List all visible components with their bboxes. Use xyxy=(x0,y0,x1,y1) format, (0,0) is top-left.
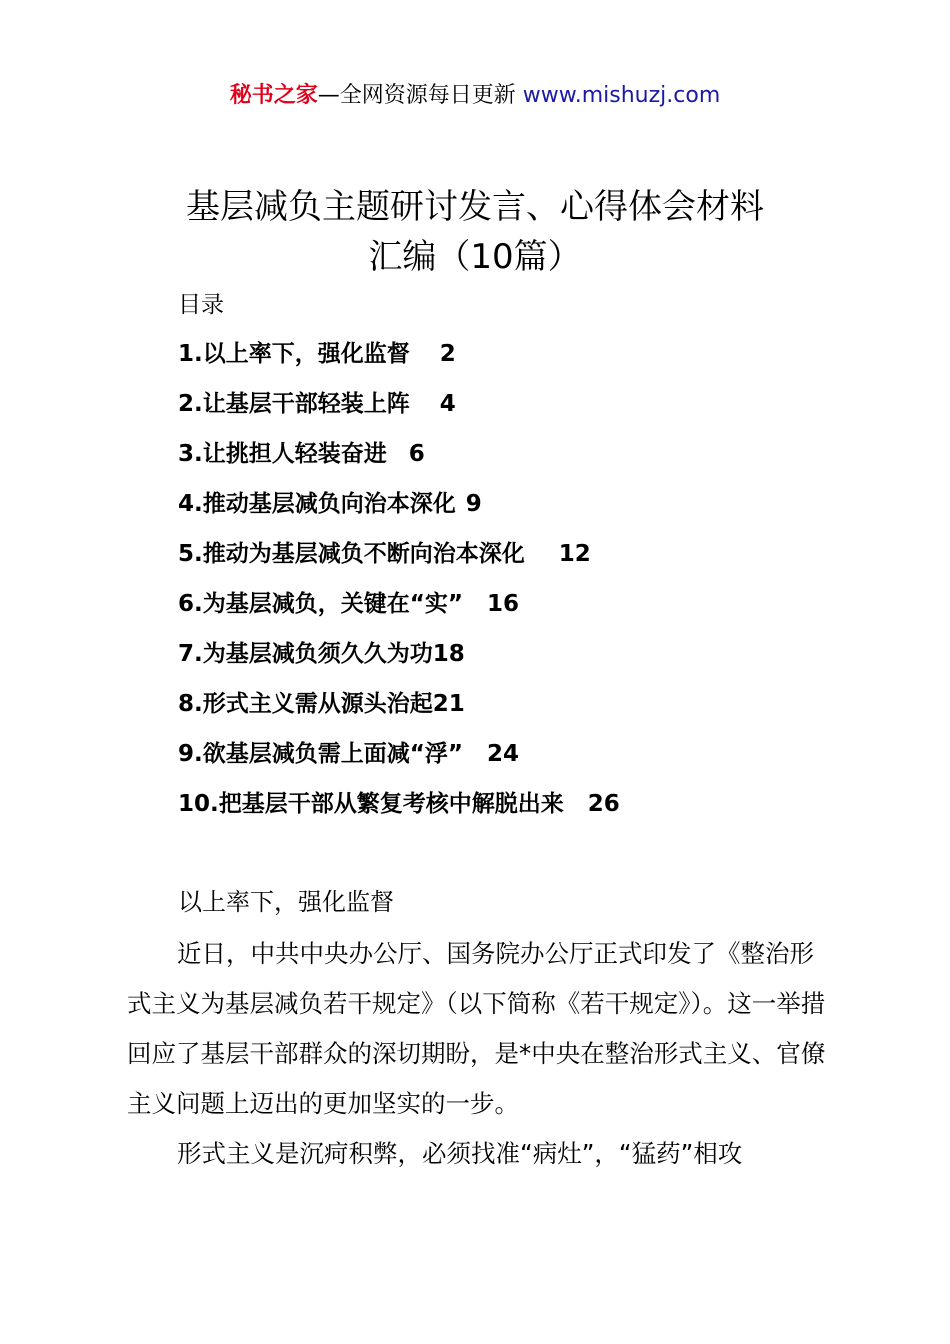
toc-item-page: 26 xyxy=(587,791,620,817)
site-url-link[interactable]: www.mishuzj.com xyxy=(522,83,721,108)
title-line-1: 基层减负主题研讨发言、心得体会材料 xyxy=(186,187,764,227)
toc-item-page: 21 xyxy=(432,691,465,717)
toc-item[interactable] xyxy=(178,387,620,437)
toc-item-page: 12 xyxy=(558,541,591,567)
toc-item[interactable] xyxy=(178,537,620,587)
toc-item-page: 6 xyxy=(408,441,425,467)
toc-item-label: 4.推动基层减负向治本深化 xyxy=(178,491,456,517)
title-line-2: 汇编（10篇） xyxy=(368,237,582,277)
toc-item[interactable] xyxy=(178,337,620,387)
toc-item-label: 10.把基层干部从繁复考核中解脱出来 xyxy=(178,791,564,817)
toc-item-label: 8.形式主义需从源头治起 xyxy=(178,691,433,717)
document-title xyxy=(0,182,950,282)
brand-name: 秘书之家 xyxy=(229,83,318,108)
toc-item[interactable] xyxy=(178,587,620,637)
toc-item[interactable] xyxy=(178,787,620,837)
body-paragraph: 近日，中共中央办公厅、国务院办公厅正式印发了《整治形式主义为基层减负若干规定》（以下简称《若干规定》）。这一举措回应了基层干部群众的深切期盼，是*中央在整治形式主义、官僚主义问题上迈出的更加坚实的一步。 xyxy=(127,939,826,1118)
toc-heading: 目录 xyxy=(178,292,224,318)
section-body xyxy=(127,929,833,1179)
toc-item-label: 5.推动为基层减负不断向治本深化 xyxy=(178,541,525,567)
toc-item[interactable] xyxy=(178,637,620,687)
toc-item-label: 3.让挑担人轻装奋进 xyxy=(178,441,387,467)
toc-item-page: 24 xyxy=(486,741,519,767)
toc-item-page: 16 xyxy=(486,591,519,617)
table-of-contents xyxy=(178,337,620,837)
toc-item[interactable] xyxy=(178,687,620,737)
toc-item-label: 6.为基层减负，关键在“实” xyxy=(178,591,463,617)
toc-item-page: 9 xyxy=(465,491,482,517)
toc-item[interactable] xyxy=(178,437,620,487)
toc-item-page: 2 xyxy=(439,341,456,367)
body-paragraph: 形式主义是沉疴积弊，必须找准“病灶”，“猛药”相攻 xyxy=(177,1139,743,1168)
toc-item-label: 7.为基层减负须久久为功 xyxy=(178,641,433,667)
toc-item-page: 4 xyxy=(439,391,456,417)
site-header xyxy=(0,80,950,112)
header-tagline: —全网资源每日更新 xyxy=(317,83,523,108)
toc-item-label: 9.欲基层减负需上面减“浮” xyxy=(178,741,463,767)
toc-item-label: 2.让基层干部轻装上阵 xyxy=(178,391,410,417)
section-title: 以上率下，强化监督 xyxy=(178,888,394,916)
toc-item[interactable] xyxy=(178,487,620,537)
toc-item[interactable] xyxy=(178,737,620,787)
toc-item-page: 18 xyxy=(432,641,465,667)
toc-item-label: 1.以上率下，强化监督 xyxy=(178,341,410,367)
